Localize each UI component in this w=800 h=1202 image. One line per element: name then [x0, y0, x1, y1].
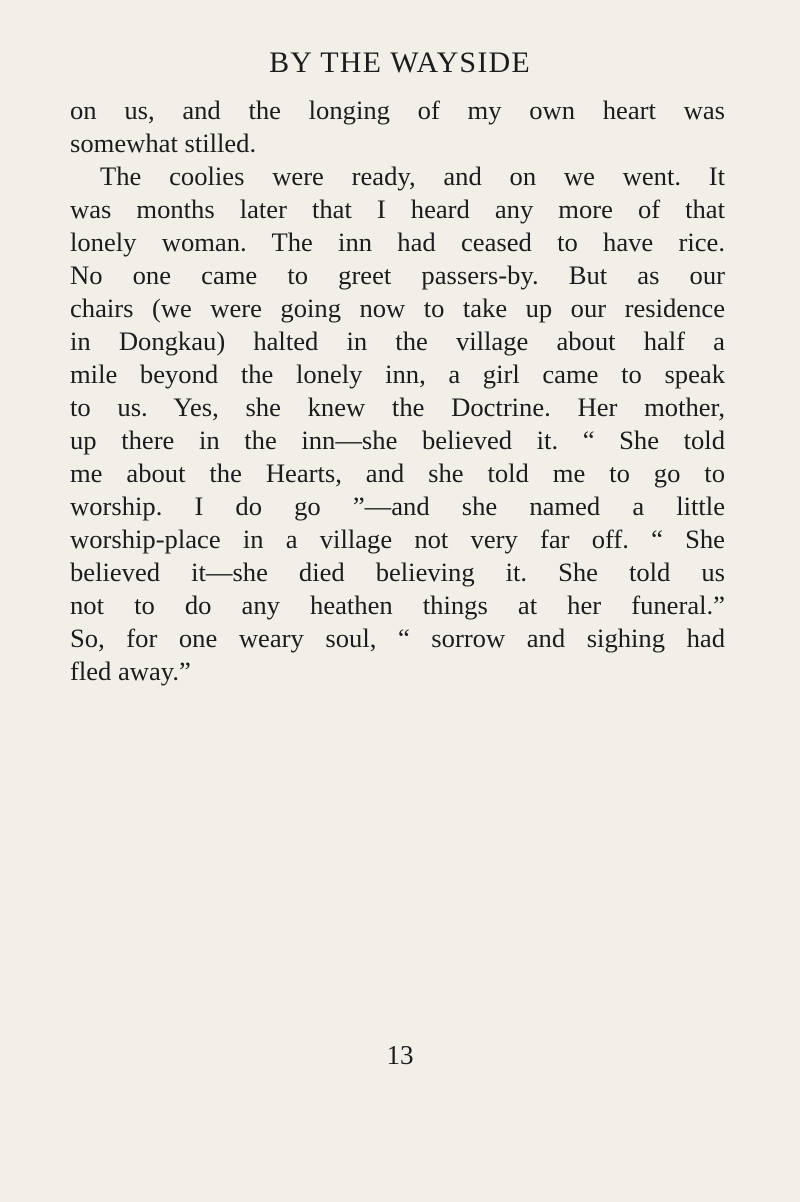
text-line: chairs (we were going now to take up our residence: [70, 293, 725, 323]
text-line: was months later that I heard any more of that: [70, 194, 725, 224]
text-line: So, for one weary soul, “ sorrow and sighing had: [70, 623, 725, 653]
body-text: [70, 94, 725, 688]
text-line: worship. I do go ”—and she named a little: [70, 491, 725, 521]
text-line: me about the Hearts, and she told me to go to: [70, 458, 725, 488]
page-number: 13: [386, 1040, 414, 1070]
text-line: to us. Yes, she knew the Doctrine. Her mother,: [70, 392, 725, 422]
text-line: mile beyond the lonely inn, a girl came to speak: [70, 359, 725, 389]
running-head: BY THE WAYSIDE: [269, 46, 531, 79]
text-line: somewhat stilled.: [70, 128, 257, 158]
text-line: No one came to greet passers-by. But as our: [70, 260, 725, 290]
text-line: The coolies were ready, and on we went. It: [100, 161, 725, 191]
text-line: in Dongkau) halted in the village about half a: [70, 326, 725, 356]
text-line: up there in the inn—she believed it. “ She told: [70, 425, 725, 455]
text-line: lonely woman. The inn had ceased to have rice.: [70, 227, 725, 257]
text-line: believed it—she died believing it. She told us: [70, 557, 725, 587]
text-line: not to do any heathen things at her funeral.”: [70, 590, 725, 620]
text-line: on us, and the longing of my own heart was: [70, 95, 725, 125]
text-line: worship-place in a village not very far off. “ She: [70, 524, 725, 554]
text-line: fled away.”: [70, 656, 191, 686]
